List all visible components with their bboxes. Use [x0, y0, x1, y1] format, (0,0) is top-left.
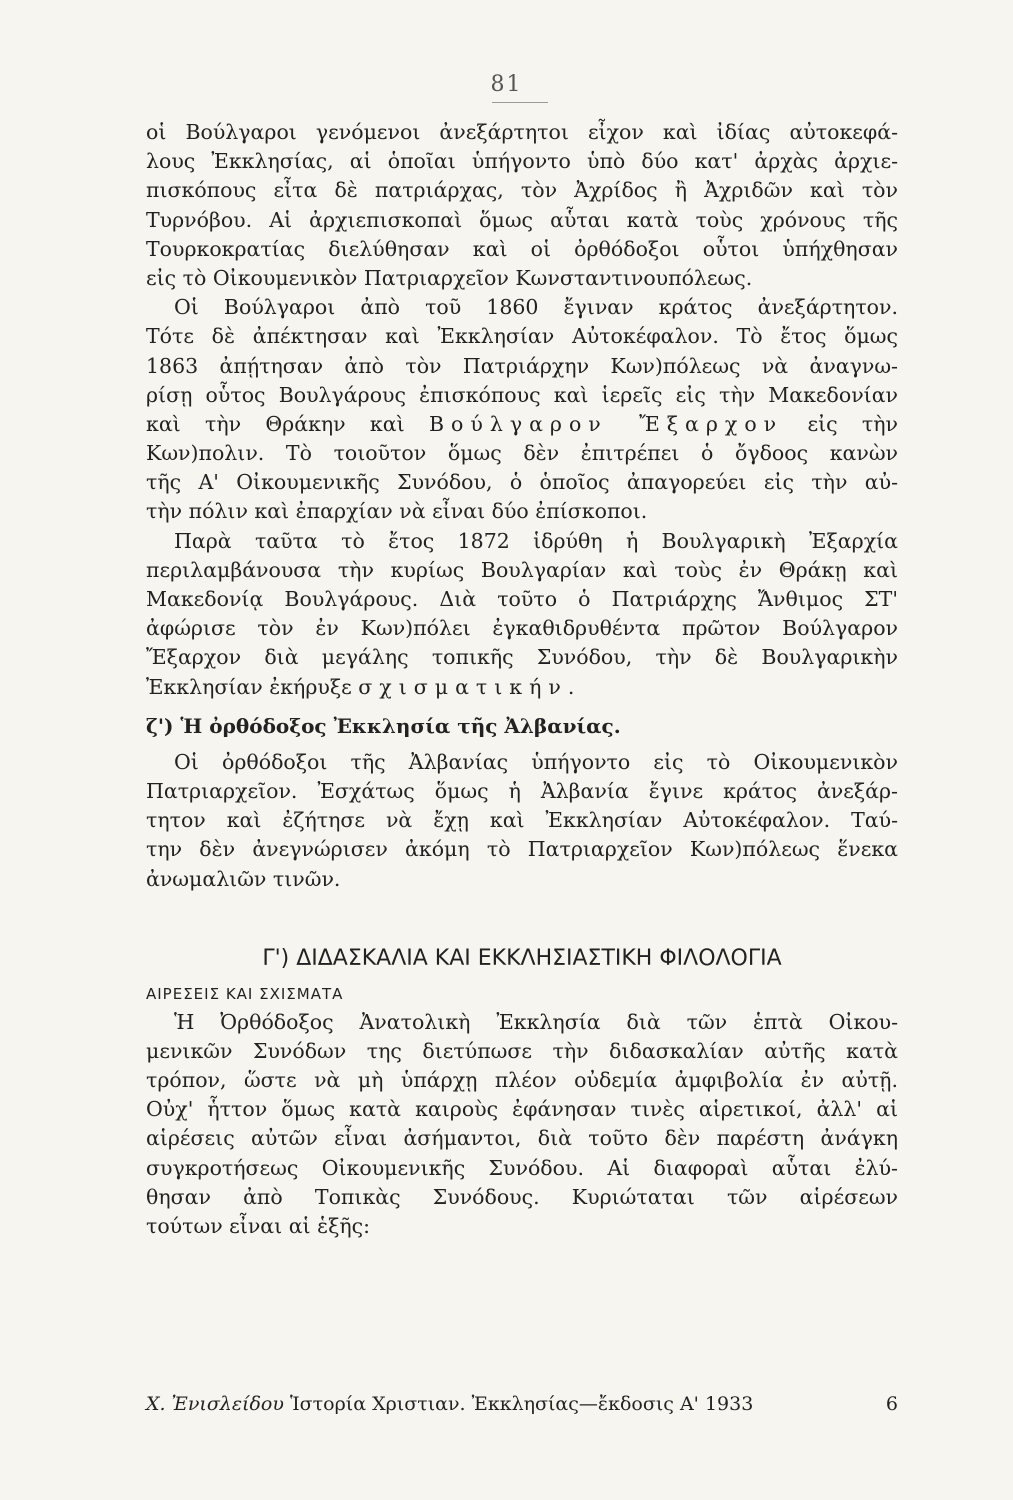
text-line: εἰς τὸ Οἰκουμενικὸν Πατριαρχεῖον Κωνσταντινουπόλεως.: [146, 265, 753, 290]
text-line: τὴν πόλιν καὶ ἐπαρχίαν νὰ εἶναι δύο ἐπίσκοποι.: [146, 499, 648, 524]
text-line: τρόπον, ὥστε νὰ μὴ ὑπάρχῃ πλέον οὐδεμία ἀμφιβολία ἐν αὐτῇ.: [146, 1068, 898, 1093]
section-heading-albania: ζ') Ἡ ὀρθόδοξος Ἐκκλησία τῆς Ἀλβανίας.: [146, 713, 621, 738]
paragraph-bulgarians-1: [146, 118, 898, 293]
text-line: λους Ἐκκλησίας, αἱ ὁποῖαι ὑπήγοντο ὑπὸ δύο κατ' ἀρχὰς ἀρχιε-: [146, 149, 898, 174]
paragraph-albania: [146, 748, 898, 894]
text-line: οἱ Βούλγαροι γενόμενοι ἀνεξάρτητοι εἶχον καὶ ἰδίας αὐτοκεφά-: [146, 120, 898, 144]
text-line: ρίσῃ οὗτος Βουλγάρους ἐπισκόπους καὶ ἱερεῖς εἰς τὴν Μακεδονίαν: [146, 382, 898, 407]
footer-citation: [146, 1393, 753, 1415]
text-run: καὶ τὴν Θράκην καὶ: [146, 411, 405, 436]
text-line: Πατριαρχεῖον. Ἐσχάτως ὅμως ἡ Ἀλβανία ἔγινε κράτος ἀνεξάρ-: [146, 778, 898, 803]
text-line: μενικῶν Συνόδων της διετύπωσε τὴν διδασκαλίαν αὐτῆς κατὰ: [146, 1038, 898, 1063]
text-line: τούτων εἶναι αἱ ἑξῆς:: [146, 1214, 371, 1238]
paragraph-heresies: [146, 1008, 898, 1242]
footer-signature-mark: 6: [885, 1393, 898, 1415]
footer-title: Ἱστορία Χριστιαν. Ἐκκλησίας—ἔκδοσις Α' 1933: [289, 1393, 754, 1415]
text-line: περιλαμβάνουσα τὴν κυρίως Βουλγαρίαν καὶ τοὺς ἐν Θράκῃ καὶ: [146, 557, 898, 582]
text-line: Τυρνόβου. Αἱ ἀρχιεπισκοπαὶ ὅμως αὗται κατὰ τοὺς χρόνους τῆς: [146, 207, 898, 232]
text-line: Τότε δὲ ἀπέκτησαν καὶ Ἐκκλησίαν Αὐτοκέφαλον. Τὸ ἔτος ὅμως: [146, 324, 898, 349]
header-rule: [492, 102, 548, 103]
text-line: την δὲν ἀνεγνώρισεν ἀκόμη τὸ Πατριαρχεῖον Κων)πόλεως ἕνεκα: [146, 837, 898, 862]
text-line: ἀνωμαλιῶν τινῶν.: [146, 866, 341, 891]
text-line: τῆς Α' Οἰκουμενικῆς Συνόδου, ὁ ὁποῖος ἀπαγορεύει εἰς τὴν αὐ-: [146, 470, 898, 495]
text-line: τητον καὶ ἐζήτησε νὰ ἔχῃ καὶ Ἐκκλησίαν Αὐτοκέφαλον. Ταύ-: [146, 808, 898, 833]
text-line: πισκόπους εἶτα δὲ πατριάρχας, τὸν Ἀχρίδος ἢ Ἀχριδῶν καὶ τὸν: [146, 178, 898, 203]
paragraph-bulgarians-3: [146, 527, 898, 702]
chapter-subheading: ΑΙΡΕΣΕΙΣ ΚΑΙ ΣΧΙΣΜΑΤΑ: [146, 984, 344, 1003]
text-line: Παρὰ ταῦτα τὸ ἔτος 1872 ἱδρύθη ἡ Βουλγαρικὴ Ἐξαρχία: [174, 528, 898, 553]
page-body: [146, 118, 898, 1241]
text-line: Κων)πολιν. Τὸ τοιοῦτον ὅμως δὲν ἐπιτρέπει ὁ ὄγδοος κανὼν: [146, 441, 898, 466]
text-line: αἱρέσεις αὐτῶν εἶναι ἀσήμαντοι, διὰ τοῦτο δὲν παρέστη ἀνάγκη: [146, 1126, 898, 1151]
text-line: ἀφώρισε τὸν ἐν Κων)πόλει ἐγκαθιδρυθέντα πρῶτον Βούλγαρον: [146, 616, 898, 641]
page-number: 81: [490, 72, 523, 97]
text-line: Οἱ ὀρθόδοξοι τῆς Ἀλβανίας ὑπήγοντο εἰς τὸ Οἰκουμενικὸν: [174, 749, 898, 774]
page-footer: [146, 1393, 898, 1415]
text-line: Μακεδονίᾳ Βουλγάρους. Διὰ τοῦτο ὁ Πατριάρχης Ἄνθιμος ΣΤ': [146, 587, 898, 611]
text-line: Οὐχ' ἧττον ὅμως κατὰ καιροὺς ἐφάνησαν τινὲς αἱρετικοί, ἀλλ' αἱ: [146, 1097, 898, 1122]
text-run: Ἐκκλησίαν ἐκήρυξε: [146, 674, 352, 699]
text-line: Ἡ Ὀρθόδοξος Ἀνατολικὴ Ἐκκλησία διὰ τῶν ἑπτὰ Οἰκου-: [174, 1009, 898, 1034]
paragraph-bulgarians-2: [146, 293, 898, 527]
text-line: [146, 673, 898, 702]
text-line: συγκροτήσεως Οἰκουμενικῆς Συνόδου. Αἱ διαφοραὶ αὗται ἐλύ-: [146, 1155, 898, 1180]
text-line: Οἱ Βούλγαροι ἀπὸ τοῦ 1860 ἔγιναν κράτος ἀνεξάρτητον.: [174, 295, 898, 320]
spaced-emphasis: Βούλγαρον Ἔξαρχον: [428, 411, 784, 436]
chapter-heading: Γ') ΔΙΔΑΣΚΑΛΙΑ ΚΑΙ ΕΚΚΛΗΣΙΑΣΤΙΚΗ ΦΙΛΟΛΟΓΙΑ: [262, 945, 782, 971]
footer-author: Χ. Ἐνισλείδου: [146, 1393, 284, 1415]
text-line: [146, 410, 898, 439]
text-line: Τουρκοκρατίας διελύθησαν καὶ οἱ ὀρθόδοξοι οὗτοι ὑπήχθησαν: [146, 236, 898, 261]
text-line: 1863 ἀπῄτησαν ἀπὸ τὸν Πατριάρχην Κων)πόλεως νὰ ἀναγνω-: [146, 353, 898, 378]
text-run: εἰς τὴν: [807, 411, 898, 436]
spaced-emphasis: σχισματικήν.: [358, 674, 582, 699]
text-line: Ἔξαρχον διὰ μεγάλης τοπικῆς Συνόδου, τὴν δὲ Βουλγαρικὴν: [146, 645, 898, 670]
text-line: θησαν ἀπὸ Τοπικὰς Συνόδους. Κυριώταται τῶν αἱρέσεων: [146, 1184, 898, 1209]
